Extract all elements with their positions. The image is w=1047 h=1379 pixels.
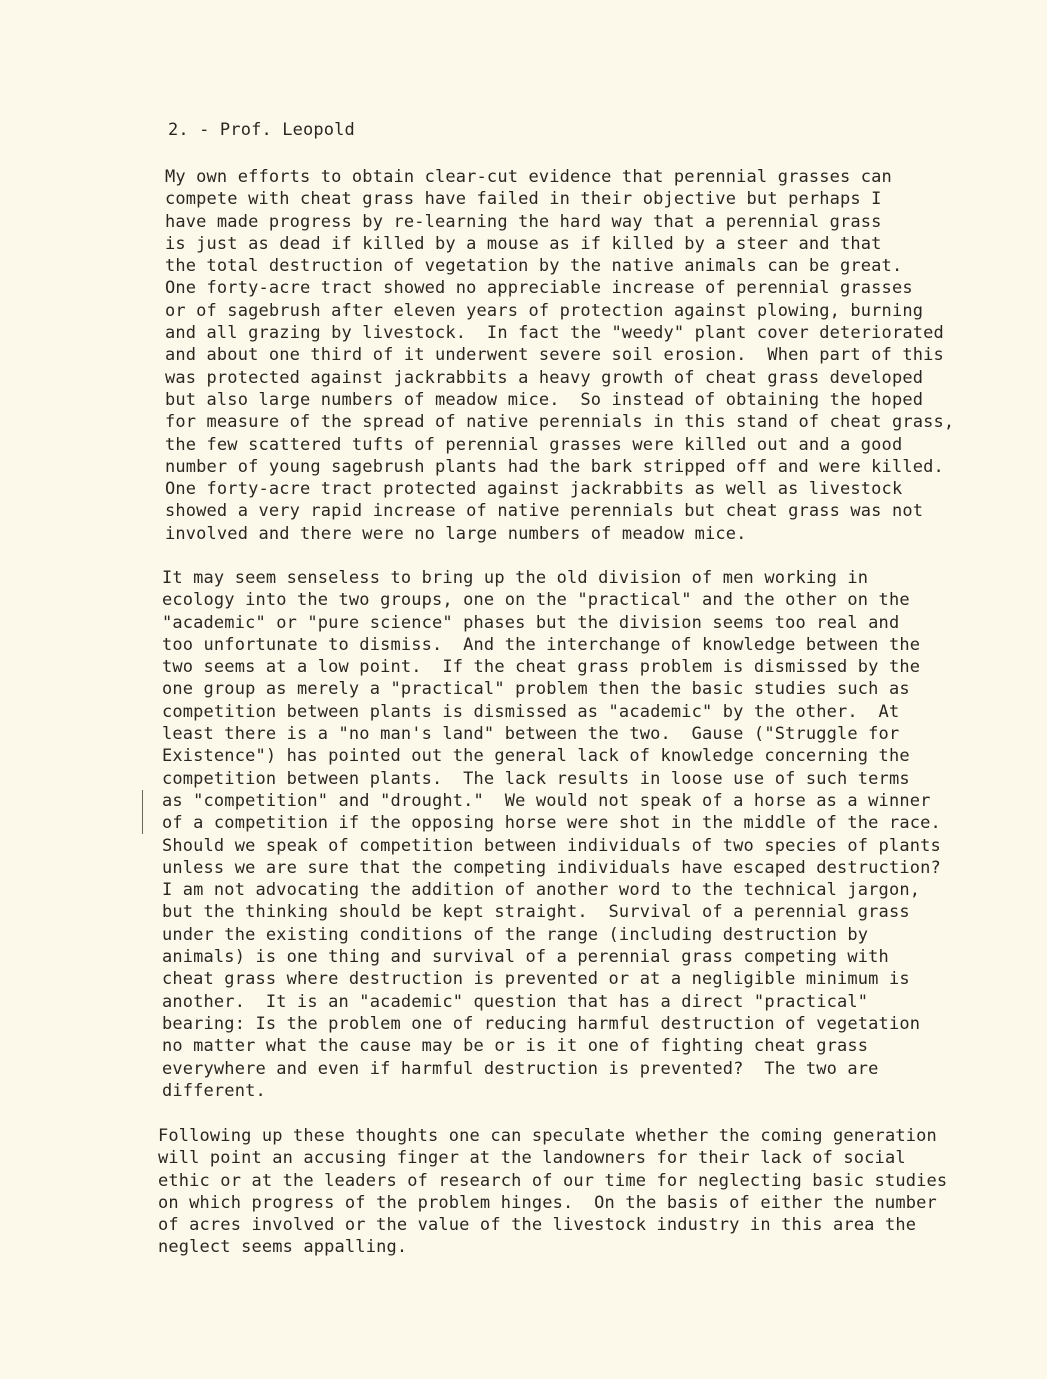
text-line: will point an accusing finger at the landowners for their lack of social: [158, 1148, 906, 1169]
text-line: It may seem senseless to bring up the old division of men working in: [162, 568, 869, 588]
paragraph-1: [165, 166, 954, 545]
text-line: least there is a "no man's land" between the two. Gause ("Struggle for: [162, 724, 900, 745]
paragraph-2: [162, 567, 941, 1102]
text-line: unless we are sure that the competing individuals have escaped destruction?: [162, 857, 941, 878]
text-line: but the thinking should be kept straight. Survival of a perennial grass: [162, 902, 910, 923]
text-line: but also large numbers of meadow mice. So instead of obtaining the hoped: [165, 389, 924, 410]
text-line: is just as dead if killed by a mouse as if killed by a steer and that: [165, 233, 882, 254]
text-line: and about one third of it underwent severe soil erosion. When part of this: [165, 345, 944, 366]
text-line: and all grazing by livestock. In fact the "weedy" plant cover deteriorated: [165, 323, 944, 344]
paragraph-3: [158, 1125, 947, 1259]
text-line: One forty-acre tract protected against jackrabbits as well as livestock: [165, 479, 903, 500]
text-line: competition between plants is dismissed as "academic" by the other. At: [162, 701, 900, 722]
text-line: on which progress of the problem hinges. On the basis of either the number: [158, 1192, 937, 1213]
text-line: two seems at a low point. If the cheat grass problem is dismissed by the: [162, 657, 921, 678]
text-line: showed a very rapid increase of native perennials but cheat grass was not: [165, 501, 924, 522]
text-line: the total destruction of vegetation by the native animals can be great.: [165, 256, 903, 277]
text-line: the few scattered tufts of perennial grasses were killed out and a good: [165, 434, 903, 455]
text-line: compete with cheat grass have failed in their objective but perhaps I: [165, 189, 882, 210]
text-line: of acres involved or the value of the livestock industry in this area the: [158, 1215, 917, 1236]
text-line: number of young sagebrush plants had the bark stripped off and were killed.: [165, 456, 944, 477]
text-line: competition between plants. The lack results in loose use of such terms: [162, 768, 910, 789]
text-line: no matter what the cause may be or is it one of fighting cheat grass: [162, 1036, 869, 1057]
text-line: another. It is an "academic" question that has a direct "practical": [162, 991, 869, 1012]
text-line: bearing: Is the problem one of reducing harmful destruction of vegetation: [162, 1013, 921, 1034]
text-line: Existence") has pointed out the general lack of knowledge concerning the: [162, 746, 910, 767]
text-line: Following up these thoughts one can speculate whether the coming generation: [158, 1126, 937, 1146]
text-line: for measure of the spread of native perennials in this stand of cheat grass,: [165, 412, 955, 433]
text-line: under the existing conditions of the range (including destruction by: [162, 924, 869, 945]
text-line: one group as merely a "practical" problem then the basic studies such as: [162, 679, 910, 700]
text-line: ethic or at the leaders of research of our time for neglecting basic studies: [158, 1170, 948, 1191]
text-line: neglect seems appalling.: [158, 1237, 408, 1258]
text-line: One forty-acre tract showed no appreciable increase of perennial grasses: [165, 278, 913, 299]
text-line: animals) is one thing and survival of a perennial grass competing with: [162, 947, 889, 968]
text-line: cheat grass where destruction is prevented or at a negligible minimum is: [162, 969, 910, 990]
text-line: ecology into the two groups, one on the "practical" and the other on the: [162, 590, 910, 611]
text-line: was protected against jackrabbits a heavy growth of cheat grass developed: [165, 367, 924, 388]
margin-mark: [142, 790, 147, 834]
text-line: My own efforts to obtain clear-cut evidence that perennial grasses can: [165, 167, 892, 187]
text-line: everywhere and even if harmful destruction is prevented? The two are: [162, 1058, 879, 1079]
text-line: I am not advocating the addition of another word to the technical jargon,: [162, 880, 921, 901]
text-line: have made progress by re-learning the hard way that a perennial grass: [165, 211, 882, 232]
text-line: as "competition" and "drought." We would not speak of a horse as a winner: [162, 790, 931, 811]
text-line: or of sagebrush after eleven years of protection against plowing, burning: [165, 300, 924, 321]
text-line: too unfortunate to dismiss. And the interchange of knowledge between the: [162, 634, 921, 655]
text-line: different.: [162, 1080, 266, 1101]
text-line: involved and there were no large numbers of meadow mice.: [165, 523, 747, 544]
page-heading: 2. - Prof. Leopold: [168, 120, 355, 140]
text-line: Should we speak of competition between individuals of two species of plants: [162, 835, 941, 856]
text-line: "academic" or "pure science" phases but the division seems too real and: [162, 612, 900, 633]
text-line: of a competition if the opposing horse were shot in the middle of the race.: [162, 813, 941, 834]
